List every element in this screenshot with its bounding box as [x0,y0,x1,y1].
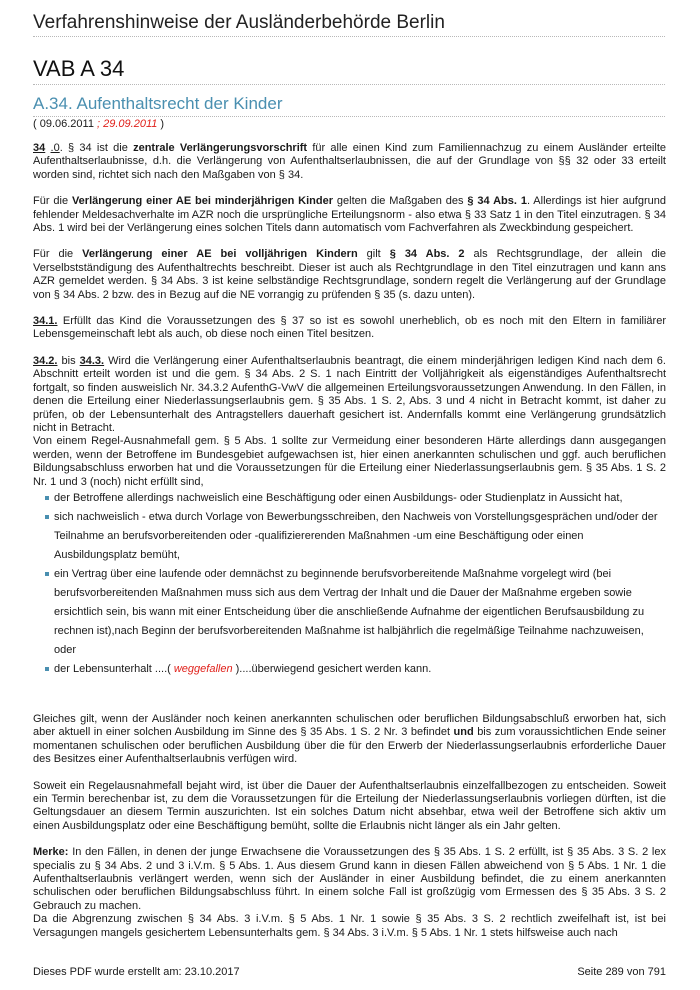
text: Wird die Verlängerung einer Aufenthaltserlaubnis beantragt, die einem minderjährigen ledigen Kind nach dem 6. Abschnitt erteilt worden ist und die gem. § 34 Abs. 2 S. 1 nach Eintritt der Volljährigkeit als eigenständiges Aufenthaltsrecht fortgalt, so finden ausweislich Nr. 34.3.2 AufenthG-VwV die allgemeinen Erteilungsvoraussetzungen Anwendung. In den Fällen, in denen die Erteilung einer Niederlassungserlaubnis gem. § 35 Abs. 1 S. 2, Abs. 3 und 4 nicht in Betracht kommt, ist daher zu prüfen, ob der Lebensunterhalt des Antragstellers dauerhaft gesichert ist. Andernfalls kommt eine Verlängerung grundsätzlich nicht in Betracht. [33,354,666,434]
text: bis [57,354,80,367]
text: gilt [357,248,390,261]
date-original: ( 09.06.2011 [33,118,98,130]
conditions-list [33,489,666,679]
bullet-icon [45,515,49,519]
bold-text: Merke: [33,846,69,859]
section-anchor-34-1[interactable]: 34.1. [33,315,58,328]
text: Erfüllt das Kind die Voraussetzungen des § 37 so ist es sowohl unerheblich, ob es noch mit den Eltern in familiärer Lebensgemeinschaft lebt als auch, ob diese noch einen Titel besitzen. [33,315,666,341]
text: In den Fällen, in denen der junge Erwachsene die Voraussetzungen des § 35 Abs. 1 S. 2 erfüllt, ist § 35 Abs. 3 S. 2 lex specialis zu § 34 Abs. 2 und 3 i.V.m. § 5 Abs. 1. Aus diesem Grund kann in diesen Fällen abweichend von § 5 Abs. 1 Nr. 1 die Aufenthaltserlaubnis verlängert werden, wenn sich der Ausländer in einer Ausbildung befindet, die zu einem anerkannten schulischen oder beruflichen Bildungsabschluss führt. In einem solche Fall ist großzügig vom Ermessen des § 35 Abs. 3 S. 2 Gebrauch zu machen. [33,846,666,912]
paragraph-minors [33,195,666,235]
bullet-icon [45,496,49,500]
paragraph-merke [33,846,666,913]
text: sich nachweislich - etwa durch Vorlage von Bewerbungsschreiben, den Nachweis von Vorstellungsgesprächen und/oder der Teilnahme an berufsvorbereitenden oder -qualifiziererenden Maßnahmen -um eine Beschäftigung oder einen Ausbildungsplatz bemüht, [54,510,658,561]
text: Für die [33,195,72,208]
text: als Rechtsgrundlage, der allein die Verselbstständigung des Aufenthaltrechts beschreibt. Dieser ist auch als Rechtgrundlage in den Titel einzutragen und kann ans AZR gemeldet werden. § 34 Abs. 3 ist keine selbständige Rechtsgrundlage, sondern regelt die Verlängerung auf der Grundlage von § 34 Abs. 2 bzw. des in Bezug auf die NE vorrangig zu prüfenden § 35 (s. dazu unten). [33,248,666,301]
document-body [33,142,666,940]
paragraph-geltungsdauer: Soweit ein Regelausnahmefall bejaht wird, ist über die Dauer der Aufenthaltserlaubnis einzelfallbezogen zu entscheiden. Soweit ein Termin berechenbar ist, zu dem die Voraussetzungen für die Erteilung der Niederlassungserlaubnis vorliegen dürften, ist die Geltungsdauer an diesem Termin auszurichten. Ist ein solches Datum nicht absehbar, etwa weil der Betroffene sich aktiv um einen Ausbildungsplatz oder eine Beschäftigung bemüht, sollte die Erlaubnis nicht länger als ein Jahr gelten. [33,779,666,832]
text: der Betroffene allerdings nachweislich eine Beschäftigung oder einen Ausbildungs- oder Studienplatz in Aussicht hat, [54,491,623,504]
paragraph-regel-ausnahme: Von einem Regel-Ausnahmefall gem. § 5 Abs. 1 sollte zur Vermeidung einer besonderen Härte allerdings dann ausgegangen werden, wenn der Betroffene im Bundesgebiet aufgewachsen ist, hier einen anerkannten schulischen und ggf. auch beruflichen Bildungsabschluss erworben hat und die Voraussetzungen für die Erteilung einer Niederlassungserlaubnis gem. § 35 Abs. 1 S. 2 Nr. 1 und 3 (noch) nicht erfüllt sind, [33,435,666,488]
text: . Allerdings ist hier aufgrund fehlender Meldesachverhalte im AZR noch die ursprüngliche Erteilungsnorm - also etwa § 33 Satz 1 in den Titel einzutragen. § 34 Abs. 1 wird bei der Verlängerung eines solchen Titels dann automatisch vom Fachverfahren als Zweckbindung gespeichert. [33,195,666,235]
text: Für die [33,248,83,261]
bold-text: und [453,726,474,739]
paragraph-34-2 [33,355,666,435]
date-close: ) [160,118,165,130]
text: bis zum voraussichtlichen Ende seiner momentanen schulischen oder beruflichen Ausbildung über die für den Erwerb der Niederlassungserlaubnis erforderliche Dauer des Besitzes einer Aufenthaltserlaubnis verfügen wird. [33,726,667,766]
footer-created-date: Dieses PDF wurde erstellt am: 23.10.2017 [33,966,240,978]
paragraph-abgrenzung: Da die Abgrenzung zwischen § 34 Abs. 3 i.V.m. § 5 Abs. 1 Nr. 1 sowie § 35 Abs. 3 S. 2 rechtlich zweifelhaft ist, ist bei Versagungen mangels gesichertem Lebensunterhalts gem. § 34 Abs. 3 i.V.m. § 5 Abs. 1 Nr. 1 stets hilfsweise auch nach [33,913,666,939]
section-anchor-34-3[interactable]: 34.3. [79,354,105,367]
bold-text: Verlängerung einer AE bei volljährigen Kindern [82,248,358,261]
bold-text: Verlängerung einer AE bei minderjährigen Kinder [71,195,334,208]
date-changed: ; 29.09.2011 [97,118,161,130]
footer-page-number: Seite 289 von 791 [577,966,666,978]
paragraph-gleiches [33,713,666,767]
section-anchor-34-2[interactable]: 34.2. [33,354,58,367]
vab-number: VAB A 34 [33,56,125,81]
list-item [45,508,666,565]
removed-note: weggefallen [173,662,233,675]
paragraph-34-0 [33,142,666,182]
text: für alle einen Kind zum Familiennachzug zu einem Ausländer erteilte Aufenthaltserlaubnisse, d.h. die Verlängerung von Aufenthaltserlaubnissen, die auf der Grundlage von §§ 32 oder 33 erteilt worden sind, richtet sich nach den Maßgaben von § 34. [33,142,666,181]
text: . § 34 ist die [59,142,134,154]
text: ein Vertrag über eine laufende oder demnächst zu beginnende berufsvorbereitende Maßnahme vorgelegt wird (bei berufsvorbereitenden Maßnahmen muss sich aus dem Vertrag der Inhalt und die Dauer der Maßnahme ergeben sowie ersichtlich sein, bis wann mit einer Entscheidung über die anschließende Aufnahme der eigentlichen Berufsausbildung zu rechnen ist),nach Beginn der berufsvorbereitenden Maßnahme ist halbjährlich die regelmäßige Teilnahme nachzuweisen, oder [54,567,645,656]
text: Gleiches gilt, wenn der Ausländer noch keinen anerkannten schulischen oder beruflichen Bildungsabschluß erworben hat, sich aber aktuell in einer solchen Ausbildung im Sinne des § 35 Abs. 1 S. 2 Nr. 3 befindet [33,712,666,739]
list-item [45,489,666,508]
bold-text: zentrale Verlängerungsvorschrift [133,142,308,154]
bullet-icon [45,667,49,671]
paragraph-adults [33,248,666,302]
document-header-title: Verfahrenshinweise der Ausländerbehörde Berlin [33,12,445,33]
title-divider [33,84,665,85]
bold-text: § 34 Abs. 2 [389,248,465,261]
list-item [45,565,666,660]
header-divider [33,36,665,37]
section-divider [33,116,665,117]
bullet-icon [45,572,49,576]
section-title: A.34. Aufenthaltsrecht der Kinder [33,94,283,113]
list-item [45,660,666,679]
text: )....überwiegend gesichert werden kann. [232,662,432,675]
bold-text: § 34 Abs. 1 [467,195,527,208]
version-dates [33,118,164,130]
section-anchor-34[interactable]: 34 [33,142,46,154]
paragraph-34-1 [33,315,666,342]
text: gelten die Maßgaben des [333,195,468,208]
section-anchor-34-0[interactable]: .0 [50,142,60,154]
text: der Lebensunterhalt ....( [54,662,174,675]
